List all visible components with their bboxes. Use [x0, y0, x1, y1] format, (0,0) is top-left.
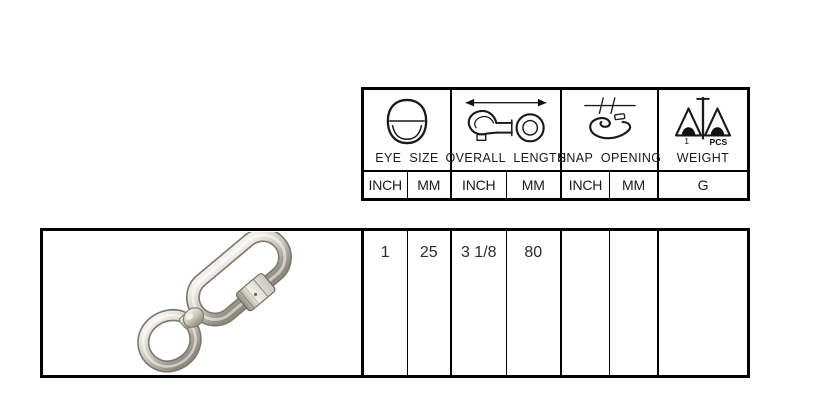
value-eye-size-inch: 1 — [364, 231, 408, 375]
unit-label-eye-size-inch: INCH — [364, 172, 408, 198]
product-image-cell — [43, 231, 364, 375]
column-label-eye-size: EYE SIZE — [375, 150, 439, 165]
column-label-snap-opening: SNAP OPENING — [557, 150, 662, 165]
snap-opening-icon-wrap — [579, 90, 641, 152]
spec-header-table — [361, 87, 750, 201]
product-data-table — [40, 228, 750, 378]
overall-length-header-cell — [445, 90, 567, 172]
value-group-snap-opening — [562, 231, 659, 375]
unit-label-weight-g: G — [697, 177, 709, 193]
unit-label-snap-opening-mm: MM — [622, 177, 645, 193]
eye-size-units-row — [364, 172, 450, 198]
weight-header-cell — [659, 90, 747, 172]
snap-opening-units-row — [562, 172, 657, 198]
eye-size-icon-wrap — [384, 90, 430, 152]
spec-col-snap-opening — [557, 90, 662, 198]
eye-size-header-cell — [364, 90, 450, 172]
overall-length-icon — [461, 94, 551, 150]
value-overall-length-mm: 80 — [524, 244, 543, 261]
value-group-overall-length — [452, 231, 562, 375]
snap-opening-icon — [579, 95, 641, 149]
value-overall-length-inch: 3 1/8 — [452, 231, 507, 375]
weight-pan-right-label: PCS — [709, 137, 728, 148]
spec-col-overall-length — [445, 90, 567, 198]
value-group-weight — [659, 231, 747, 375]
value-snap-opening-inch — [562, 231, 610, 375]
overall-length-units-row — [452, 172, 560, 198]
spec-col-weight — [659, 90, 747, 198]
value-eye-size-mm: 25 — [419, 244, 438, 261]
unit-label-eye-size-mm: MM — [417, 177, 441, 193]
swivel-snap-hook-photo — [45, 232, 360, 374]
weight-units-row — [659, 172, 747, 198]
column-label-weight: WEIGHT — [676, 150, 730, 165]
weight-pan-left-label: 1 — [684, 136, 690, 147]
unit-label-snap-opening-inch: INCH — [562, 172, 610, 198]
unit-label-overall-length-mm: MM — [521, 177, 545, 193]
unit-label-overall-length-inch: INCH — [452, 172, 507, 198]
overall-length-icon-wrap — [461, 90, 551, 152]
weight-icon-wrap — [673, 90, 733, 152]
weight-scale-icon — [673, 96, 733, 148]
column-label-overall-length: OVERALL LENGTH — [445, 150, 567, 165]
snap-opening-header-cell — [557, 90, 662, 172]
value-snap-opening-mm — [610, 231, 657, 375]
value-weight-g — [659, 231, 747, 375]
spec-col-eye-size — [364, 90, 452, 198]
value-group-eye-size — [364, 231, 452, 375]
eye-size-icon — [384, 96, 430, 148]
